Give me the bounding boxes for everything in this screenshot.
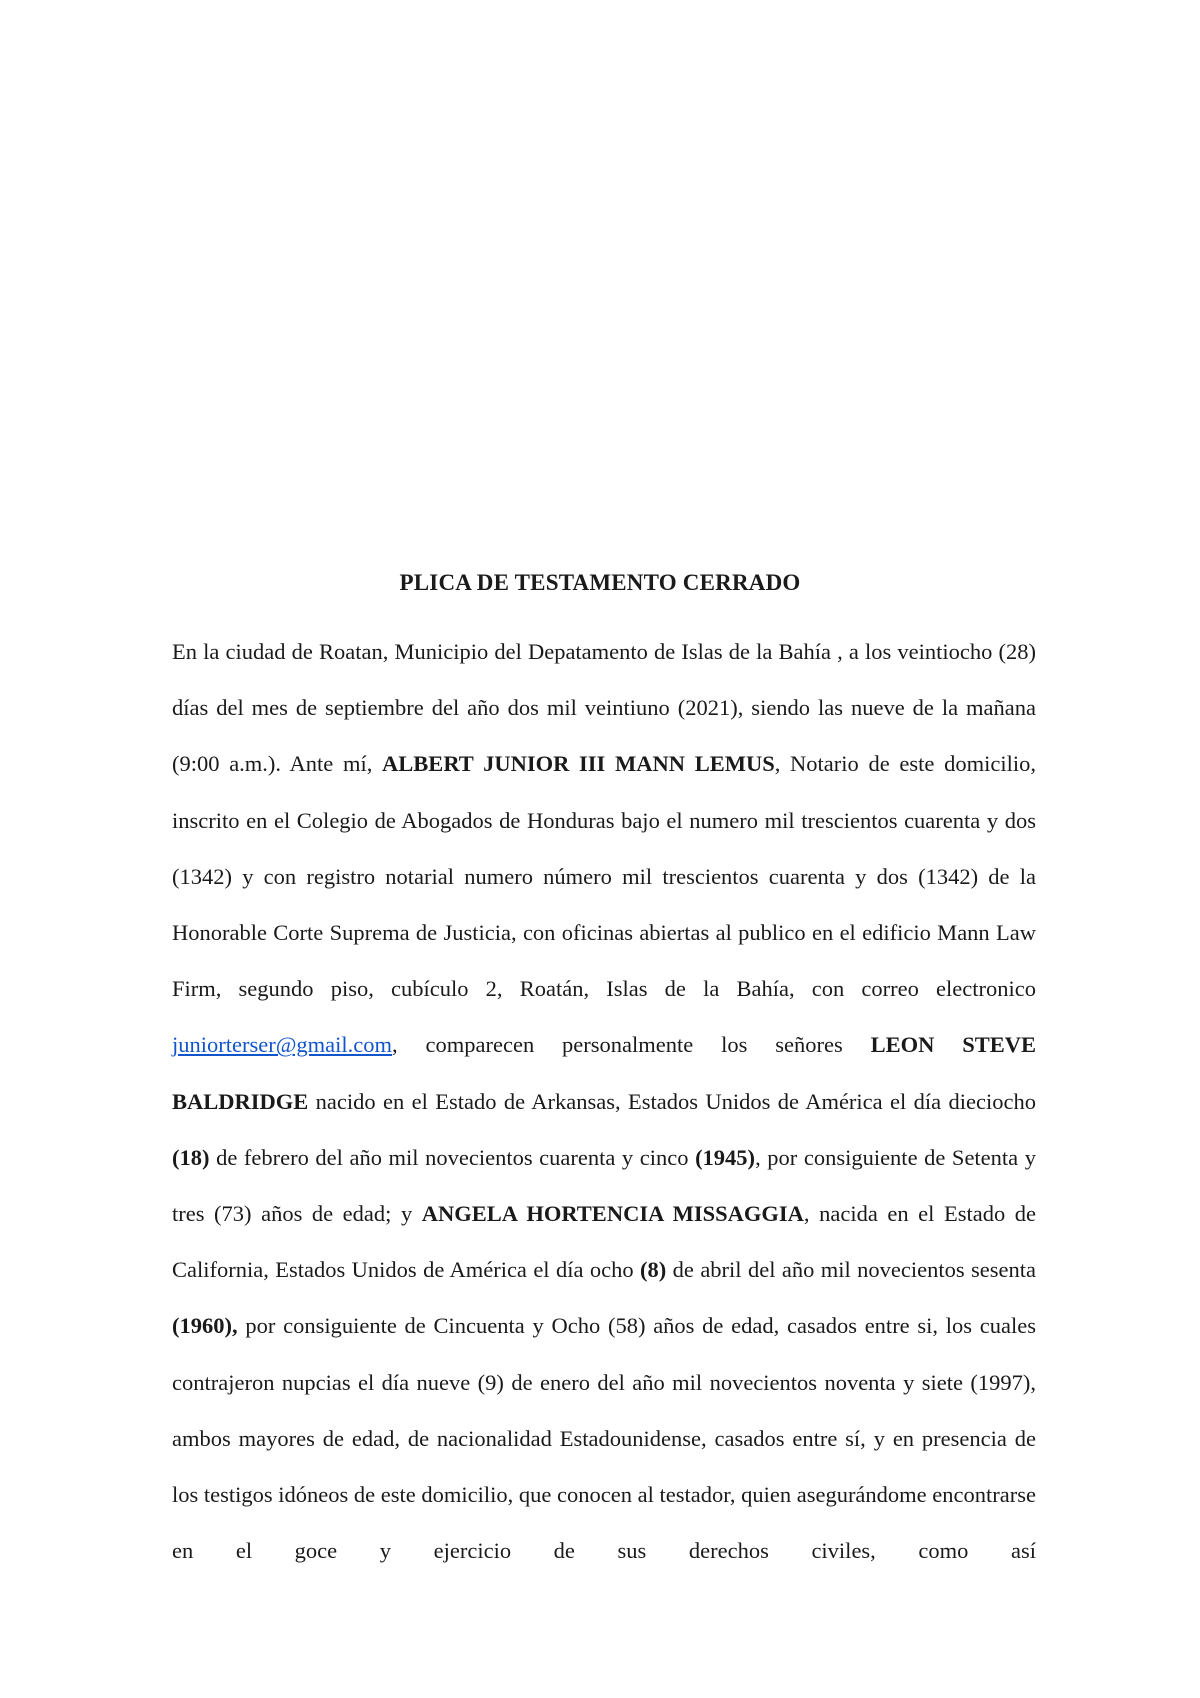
document-title: PLICA DE TESTAMENTO CERRADO: [399, 570, 801, 595]
body-text-segment: nacido en el Estado de Arkansas, Estados Unidos de América el día dieciocho: [308, 1088, 1036, 1114]
document-body: [172, 624, 1036, 1579]
person1-name: LEON STEVE BALDRIDGE: [172, 1032, 1036, 1114]
person1-birth-day: (18): [172, 1144, 210, 1170]
body-text-segment: En la ciudad de Roatan, Municipio del Depatamento de Islas de la Bahía , a los veintiocho (28) días del mes de septiembre del año dos mil veintiuno (2021), siendo las nueve de la mañana (9:00 a.m.). Ante mí,: [172, 639, 1036, 777]
body-text-segment: , nacida en el Estado de California, Estados Unidos de América el día ocho: [172, 1201, 1036, 1283]
email-link[interactable]: juniorterser@gmail.com: [172, 1032, 393, 1058]
body-text-segment: de abril del año mil novecientos sesenta: [666, 1257, 1036, 1283]
body-text-segment: de febrero del año mil novecientos cuarenta y cinco: [209, 1144, 696, 1170]
person2-birth-year: (1960),: [172, 1313, 238, 1339]
notary-name: ALBERT JUNIOR III MANN LEMUS: [382, 751, 775, 777]
body-text-segment: por consiguiente de Cincuenta y Ocho (58) años de edad, casados entre si, los cuales contrajeron nupcias el día nueve (9) de enero del año mil novecientos noventa y siete (1997), ambos mayores de edad, de nacionalidad Estadounidense, casados entre sí, y en presencia de los testigos idóneos de este domicilio, que conocen al testador, quien asegurándome encontrarse en el goce y ejercicio de sus derechos civiles, como así: [172, 1313, 1036, 1564]
body-text-segment: , comparecen personalmente los señores: [392, 1032, 871, 1058]
person2-name: ANGELA HORTENCIA MISSAGGIA: [421, 1201, 804, 1227]
person2-birth-day: (8): [640, 1257, 667, 1283]
body-text-segment: , Notario de este domicilio, inscrito en el Colegio de Abogados de Honduras bajo el numero mil trescientos cuarenta y dos (1342) y con registro notarial numero número mil trescientos cuarenta y dos (1342) de la Honorable Corte Suprema de Justicia, con oficinas abiertas al publico en el edificio Mann Law Firm, segundo piso, cubículo 2, Roatán, Islas de la Bahía, con correo electronico: [172, 751, 1036, 1002]
person1-birth-year: (1945): [695, 1144, 756, 1170]
body-text-segment: , por consiguiente de Setenta y tres (73) años de edad; y: [172, 1144, 1036, 1227]
